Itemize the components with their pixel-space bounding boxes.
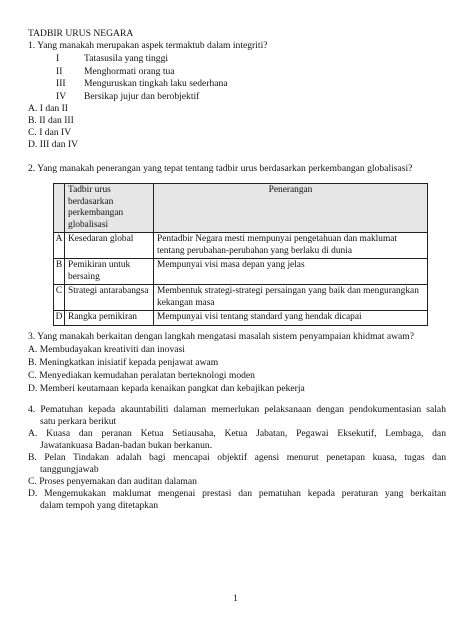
q4-option-d-line2: dalam tempoh yang ditetapkan bbox=[40, 500, 159, 511]
page-number: 1 bbox=[233, 593, 238, 604]
page-title: TADBIR URUS NEGARA bbox=[28, 28, 134, 39]
q4-option-a-line1: A. Kuasa dan peranan Ketua Setiausaha, Ketua Jabatan, Pegawai Eksekutif, Lembaga, dan bbox=[28, 428, 446, 439]
table-row bbox=[54, 233, 428, 259]
q4-option-d-line1: D. Mengemukakan maklumat mengenai prestasi dan pematuhan kepada peraturan yang berkaitan bbox=[28, 488, 446, 499]
q1-statement-num: I bbox=[56, 53, 60, 64]
row-desc: Mempunyai visi tentang standard yang hendak dicapai bbox=[154, 311, 428, 326]
table-row bbox=[54, 259, 428, 285]
row-letter: C bbox=[54, 285, 65, 311]
q1-option-b: B. II dan III bbox=[28, 115, 74, 126]
q4-option-b-line1: B. Pelan Tindakan adalah bagi mencapai objektif agensi menurut penetapan kuasa, tugas dan bbox=[28, 452, 446, 463]
table-row bbox=[54, 285, 428, 311]
table-header-tadbir-urus: Tadbir urus berdasarkan perkembangan globalisasi bbox=[65, 184, 154, 233]
q1-statement-num: II bbox=[56, 66, 63, 77]
table-row bbox=[54, 311, 428, 326]
q1-question: 1. Yang manakah merupakan aspek termaktub dalam integriti? bbox=[28, 40, 268, 51]
row-term: Pemikiran untuk bersaing bbox=[65, 259, 154, 285]
table-header-penerangan: Penerangan bbox=[154, 184, 428, 233]
row-desc: Membentuk strategi-strategi persaingan yang baik dan mengurangkan kekangan masa bbox=[154, 285, 428, 311]
row-letter: B bbox=[54, 259, 65, 285]
row-letter: A bbox=[54, 233, 65, 259]
q3-option-c: C. Menyediakan kemudahan peralatan berteknologi moden bbox=[28, 370, 255, 381]
q4-option-a-line2: Jawatankuasa Badan-badan bukan berkanun. bbox=[40, 440, 213, 451]
q4-question-line2: satu perkara berikut bbox=[40, 416, 117, 427]
q4-option-b-line2: tanggungjawab bbox=[40, 464, 99, 475]
q4-option-c: C. Proses penyemakan dan auditan dalaman bbox=[28, 476, 197, 487]
q2-question: 2. Yang manakah penerangan yang tepat tentang tadbir urus berdasarkan perkembangan globalisasi? bbox=[28, 163, 413, 174]
q1-statement-num: III bbox=[56, 78, 66, 89]
q1-statement-text: Bersikap jujur dan berobjektif bbox=[84, 91, 200, 102]
q3-question: 3. Yang manakah berkaitan dengan langkah mengatasi masalah sistem penyampaian khidmat awam? bbox=[28, 331, 415, 342]
table-header-blank bbox=[54, 184, 65, 233]
q1-option-a: A. I dan II bbox=[28, 103, 68, 114]
q2-table bbox=[53, 183, 428, 326]
row-letter: D bbox=[54, 311, 65, 326]
row-term: Kesedaran global bbox=[65, 233, 154, 259]
q3-option-b: B. Meningkatkan inisiatif kepada penjawat awam bbox=[28, 357, 219, 368]
row-desc: Mempunyai visi masa depan yang jelas bbox=[154, 259, 428, 285]
q4-question-line1: 4. Pematuhan kepada akauntabiliti dalaman memerlukan pelaksanaan dengan pendokumentasian salah bbox=[28, 404, 446, 415]
row-desc: Pentadbir Negara mesti mempunyai pengetahuan dan maklumat tentang perubahan-perubahan yang berlaku di dunia bbox=[154, 233, 428, 259]
row-term: Strategi antarabangsa bbox=[65, 285, 154, 311]
row-term: Rangka pemikiran bbox=[65, 311, 154, 326]
q1-statement-text: Menguruskan tingkah laku sederhana bbox=[84, 78, 228, 89]
q3-option-d: D. Memberi keutamaan kepada kenaikan pangkat dan kebajikan pekerja bbox=[28, 383, 305, 394]
q3-option-a: A. Membudayakan kreativiti dan inovasi bbox=[28, 344, 185, 355]
q1-option-c: C. I dan IV bbox=[28, 127, 72, 138]
q1-option-d: D. III dan IV bbox=[28, 139, 79, 150]
q1-statement-text: Menghormati orang tua bbox=[84, 66, 175, 77]
q1-statement-num: IV bbox=[56, 91, 67, 102]
q1-statement-text: Tatasusila yang tinggi bbox=[84, 53, 169, 64]
